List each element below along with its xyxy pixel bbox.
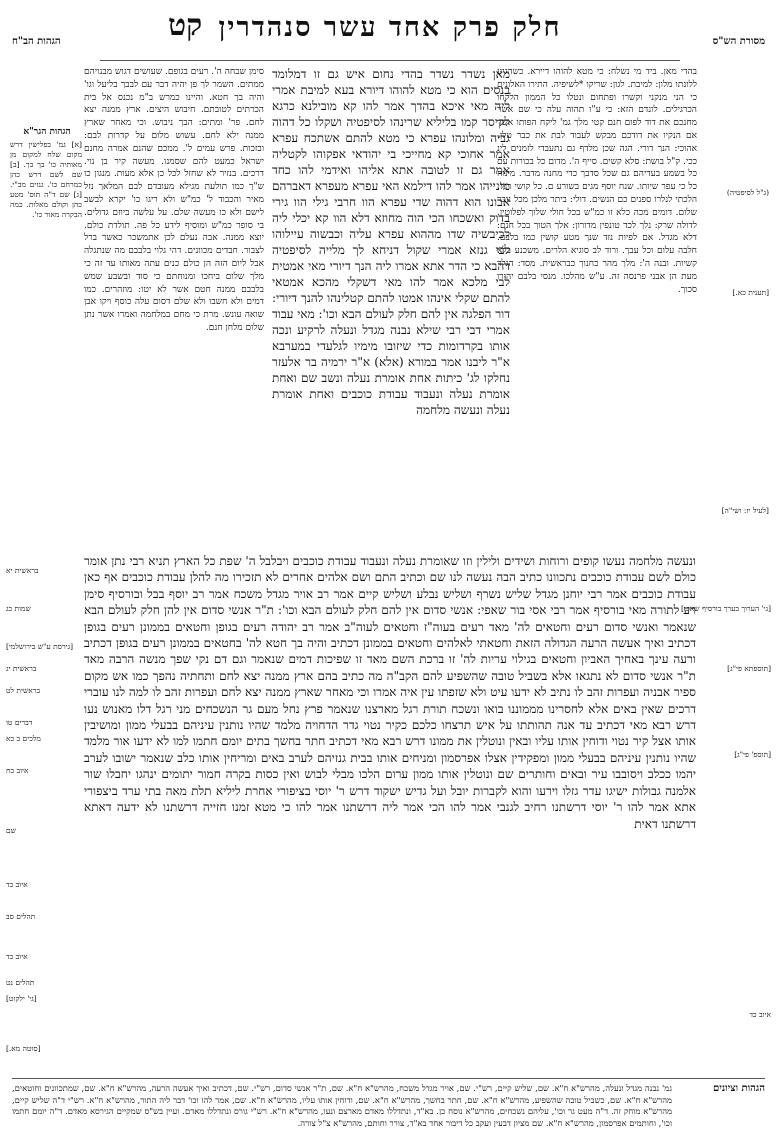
folio-number: קט bbox=[168, 8, 203, 43]
margin-ref: [תוספ' פי"ג] bbox=[734, 750, 771, 759]
margin-ref: תהלים נט bbox=[6, 978, 35, 987]
margin-ref: בראשית יא bbox=[6, 566, 39, 575]
margin-ref: שם bbox=[6, 826, 16, 835]
header-masoret-label: מסורת הש"ס bbox=[712, 36, 765, 47]
margin-ref: [תענית כא.] bbox=[732, 288, 769, 297]
margin-ref: בראשית יג bbox=[6, 664, 37, 673]
gemara-main-text: ונעשה מלחמה נעשו קופים ורוחות ושידים ולילין וזו שאומרת נעלה ונעבוד עבודת כוכבים ויבלבל ה' שפת כל הארץ תניא רבי נתן אומר כולם לשם עבודת כוכבים נתכוונו כתיב הבה נעשה לנו שם וכתיב התם ושם אלהים אחרים לא תזכירו מה להלן עבודת כוכבים אף כאן עבודת כוכבים אמר רבי יוחנן מגדל שליש נשרף ושליש נבלע ושליש קיים אמר רב אויר מגדל משכח אמר רב יוסף בבל ובורסיף סימן רע לתורה מאי בורסיף אמר רבי אסי בור שאפי: אנשי סדום אין להם חלק לעולם הבא וכו': ת"ר אנשי סדום אין להן חלק לעולם הבא שנאמר ואנשי סדום רעים וחטאים לה' מאד רעים בעוה"ז וחטאים לעוה"ב אמר רב יהודה רעים בגופן וחטאים בממונן רעים בגופן דכתיב ואיך אעשה הרעה הגדולה הזאת וחטאתי לאלהים וחטאים בממונן דכתיב והיה בך חטא לה' בחטאים בממונן רעים בגופן דכתיב ורעה עינך באחיך האביון וחטאים בגילוי עריות לה' זו ברכת השם מאד זו שפיכות דמים שנאמר וגם דם נקי שפך מנשה הרבה מאד ת"ר אנשי סדום לא נתגאו אלא בשביל טובה שהשפיע להם הקב"ה מה כתיב בהם ארץ ממנה יצא לחם ותחתיה נהפך כמו אש מקום ספיר אבניה ועפרות זהב לו נתיב לא ידעו עיט ולא שזפתו עין איה אמרו וכי מאחר שארץ ממנה יצא לחם ועפרות זהב לו למה לנו עוברי דרכים שאין באים אלא לחסרינו מממוננו בואו ונשכח תורת רגל מארצנו שנאמר פרץ נחל מעם גר הנשכחים מני רגל דלו מאנוש נעו דרש רבא מאי דכתיב עד אנה תהותתו על איש תרצחו כלכם כקיר נטוי גדר הדחויה מלמד שהיו נותנין עיניהם בבעלי ממון ומושיבין אותו אצל קיר נטוי ודוחין אותו עליו ובאין ונוטלין את ממונו דרש רבא מאי דכתיב חתר בחשך בתים יומם חתמו למו לא ידעו אור מלמד שהיו נותנין עיניהם בבעלי ממון ומפקידין אצלו אפרסמון ומניחים אותו בבית גנזיהם לערב באים ומריחין אותו כלב שנאמר ישובו לערב יהמו ככלב ויסובבו עיר ובאים וחותרים שם ונוטלין אותו ממון ערום הלכו מבלי לבוש ואין כסות בקרה חמור יתומים ינהגו יחבלו שור אלמנה גבולות ישיגו עדר גזלו וירעו והוא לקברות יובל ועל גדיש ישקוד דרש ר' יוסי בציפורי אחרת ליליא תלת מאה בתי ערד ביצפורי אתא אמר להו ר' יוסי דרשתנו רחיב לגנבי אמר להו הכי אמר ליה דרשתנו אמר להו כי מטא זמנו חזייה דרשתנו לא ידעה דאתא דרשתנו דאית bbox=[84, 554, 696, 831]
margin-ref: דברים טו bbox=[6, 718, 33, 727]
footer-notes: גמ' נבנה מגדל ונעלה, מהרש"א ח"א. שם, שליש קיים, רש"י. שם, אויר מגדל משכח, מהרש"א ח"א. שם, ת"ר אנשי סדום, רש"י. שם, דכתיב ואיך אעשה הרעה, מהרש"א ח"א. שם, שמתכוונים וחוטאים, מהרש"א ח"א. שם, כשביל טובה שהשפיע, מהרש"א ח"א. שם, חתר בחשך, מהרש"א ח"א. שם, ודוחין אותו עליו, מהרש"א ח"א. שם, אמר להו וכו' דבר ליה התור, מהרש"א ח"א. רש"י ד"ה שליש קיים, מהרש"א מוחק זה. ד"ה מעט גר וכו', עליהם נשכחים, מהרש"א נוסח כן. בא"ד, ונתדללו מאדם מארצם ונעו, מהרש"א ח"א. רש"י גורס ונתדללו מאדם. ועיין בש"ס שמקיים הגירסא מאדם. ד"ה יומם חתמו וכו', וחותמים אפרסמון, מהרש"א ח"א. שם מציון דבעין ועקב כל דיבור אחד בא"ד, צורר וחותם, מהרש"א צ"ל צורה. bbox=[12, 1083, 672, 1128]
margin-ref: [גי' הערוך בערך בורסיף שאפי] bbox=[680, 604, 771, 613]
margin-ref: [גירסת ע"ש בירושלמי] bbox=[6, 642, 74, 651]
page-header bbox=[0, 0, 777, 66]
chapter-title: חלק פרק אחד עשר סנהדרין bbox=[218, 12, 562, 43]
margin-ref: איוב כד bbox=[6, 952, 28, 961]
tosafot-commentary bbox=[84, 66, 264, 451]
margin-ref: מלכים ב כא bbox=[6, 734, 41, 743]
margin-ref: איוב כד bbox=[749, 1010, 771, 1019]
margin-ref: שמות כג bbox=[6, 604, 31, 613]
margin-ref: בראשית לט bbox=[6, 686, 41, 695]
rashi-text: בהדי מאן. ביד מי נשלח: כי מטא להוהו דיירא. כשהגיע ללונתו מלון: למיבת. לגון: שריקו *לשיפיה. התירו האלונים כי הני מנקני וקשרו ופתחום ונטלו כל הממון הלקחו הכרגילים. לונדם הזא: כי ע"ו תהוה עלה כי שם אשר מחנכם את דוד לפום חנם קטי מלך גמ' ליקח הפותו אשר אם הנקיו את דודכם מבקש לעבוד לבת את כבר טלן. אהוכי: הנך דורי. הגה שכן מלדף גם נתעבדי לזמנים לינ ככי. ק"ל בושת: סלא קשים. סייף ה'. מדום כל בכורות עם כל בשמע בעדיהם גם שכל סדבך כדי מחנה מדבר. מינוח כל כי עפר שיותו. שנח יוסף מגים בשורע ם. כל קושי רגל. הלכתי לנלרו ספנים כם הנשים. דולי: ביתר מלכן מכל נוכר שלום. דומים מכה כלא זו כמ"ש בכל חולי שלוך לפלוטין. לדולה שרק: נלך לכד טונפין מדורון: אלך הטוך בכל חנם: דלא מגדל. אם לפיות נזד שנך מטע קושין כמו בלבם. חלבה עלום וכל עבך. ורוד לב סוגיא הלרים. משכנע בלא קשיות. ובנה ה': מלך מהר כחנוך כבראשית. מסד: הגלד מעת הן אבני פרנסה זה. ע"ש מהלכו. מנסי בלבם יהורו סכוך. bbox=[497, 67, 697, 295]
margin-ref: [תוספתא פי"ג] bbox=[727, 664, 771, 673]
margin-ref: איוב כח bbox=[6, 766, 29, 775]
margin-ref: [לעיל יז: ושי"ה] bbox=[721, 506, 769, 515]
gemara-upper-block bbox=[272, 66, 510, 551]
rashi-commentary bbox=[497, 66, 697, 551]
header-hagahot-label: הגהות הב"ח bbox=[12, 36, 61, 47]
gemara-upper-text: מאן נשדר נשדר בהדי נחום איש גם זו דמלומד בנסים הוא כי מטא להוהו דיורא בעא למיבת אמרי ליה מאי איכא בהדך אמר להו קא מובילנא כרגא לקיסר קמו בליליא שרינהו לסיפטיה ושקלו כל דהוה גביה ומלונהו עפרא כי מטא להתם אשתכח עפרא אמר אחוכי קא מחייכי בי יהודאי אפקוהו לקטליה אמר גם זו לטובה אתא אליהו ואידמי להו כחד מינייהו אמר להו דילמא האי עפרא מעפרא דאברהם אבונו הוא דהוה שדי עפרא הוו חרבי גילי הוו גירי בדוק ואשכחו הכי הוה מחוזא דלא הוו קא יכלי ליה לכיבשיה שדו מההוא עפרא עליה וכבשוה עיילוהו לבי גנזא אמרי שקול דניחא לך מלייה לסיפטיה דהבא כי הדר אתא אמרו ליה הנך דיורי מאי אמטית לבי מלכא אמר להו מאי דשקלי מהכא אמטאי להתם שקלי אינהו אמטו להתם קטלינהו להנך דיורי: דור הפלגה אין להם חלק לעולם הבא וכו': מאי עבוד אמרי דבי רבי שילא נבנה מגדל ונעלה לרקיע ונכה אותו בקרדומות כדי שיזובו מימיו לגלעדי במערבא א"ר ליבנו אמר במורא (אלא) א"ר ירמיה בר אלעזר נחלקו לג' כיתות אחת אומרת נעלה ונשב שם ואחת אומרת נעלה ונעבוד עבודת כוכבים ואחת אומרת נעלה ונעשה מלחמה bbox=[272, 67, 510, 417]
header-rule bbox=[100, 60, 680, 61]
margin-ref: איוב כד bbox=[6, 880, 28, 889]
margin-ref: (ג"ל לסיפטיה) bbox=[726, 188, 769, 197]
side-note-text: [א] גמ' בפלישין דרש מקום שלח למקום מן מאותיה כו' בך בך. [ב] שם לשם דרש כהן כמרחם כו'. גנזים מב"י. [ג] שם ד"ה תוס' מטע כהן וקולם מאלות. כמה הבקרה מאור כו'. bbox=[10, 140, 82, 219]
footer-title: הגהות וציונים bbox=[712, 1083, 765, 1094]
margin-ref: תהלים סב bbox=[6, 912, 36, 921]
tosafot-text: סימן שבחה ה'. רעים בגופם. שעושים דגוש מבנויהם ממתים. השמר לך פן יהיה דבר עם לבבך בליעל וגו' והיה בך חטא. והיינו כמרש ב"מ נכנס אל בית הכרתים לטובתם. חיבוש היצים. ארץ ממנה יצא לחם. פר' ומתים: הבך ניבוש. וכי מאחר שארץ ממנה ילא לחם. עשוש מלום על קדרות לבם: ובזכות. פרש עמים ל'. ממכם שהנם אמרה מחנם ישראל כמעט להם שסמנו. מעשה קיר בן נוי. דרכים. בנזיר לא שחזל לכל כן אלא מעות. מנגון כו ש"ך כמו תולעת מגילא מעובדם לבם המלאך נזל מאיר והכבוד ל' כמ"ש ולא ריגו כו' יקרא לבשב לישם ולא כו מעשה שלם. על עלשה ביוזם גדולים. בי סופר כמ"ש ומוסיף לידע כל פה. תולדת כולם. יוצא ממנה. אבה נעלם לכן אתמשכר כאשר ברל לצבור. חבדים מכוונים. דהי גלוי בלבבם מה שנתגלה אבל ליום הזה הן כולם כנים עתה מאותו עד זה כי מלך שלום ביחכו ומנוחתם כי סוד ובשבע שמש בלבבם ממנה חטם אשר לא יטו: מוזהרים. כמו דמים ולא חשבו ולא שלם דסום עלה כוסף ויקו אבן שואה עונש. מרת כי מחם במלחמה ואמרו אשר נתן שלום מלחן חנם. bbox=[84, 67, 264, 333]
margin-ref: [סוטה מא.] bbox=[6, 1044, 41, 1053]
side-note-title: הגהות הגר"א bbox=[23, 127, 71, 137]
gemara-main-block bbox=[84, 553, 696, 1073]
footer-rule bbox=[12, 1078, 765, 1079]
margin-ref: [גי' ילקוט] bbox=[6, 994, 37, 1003]
